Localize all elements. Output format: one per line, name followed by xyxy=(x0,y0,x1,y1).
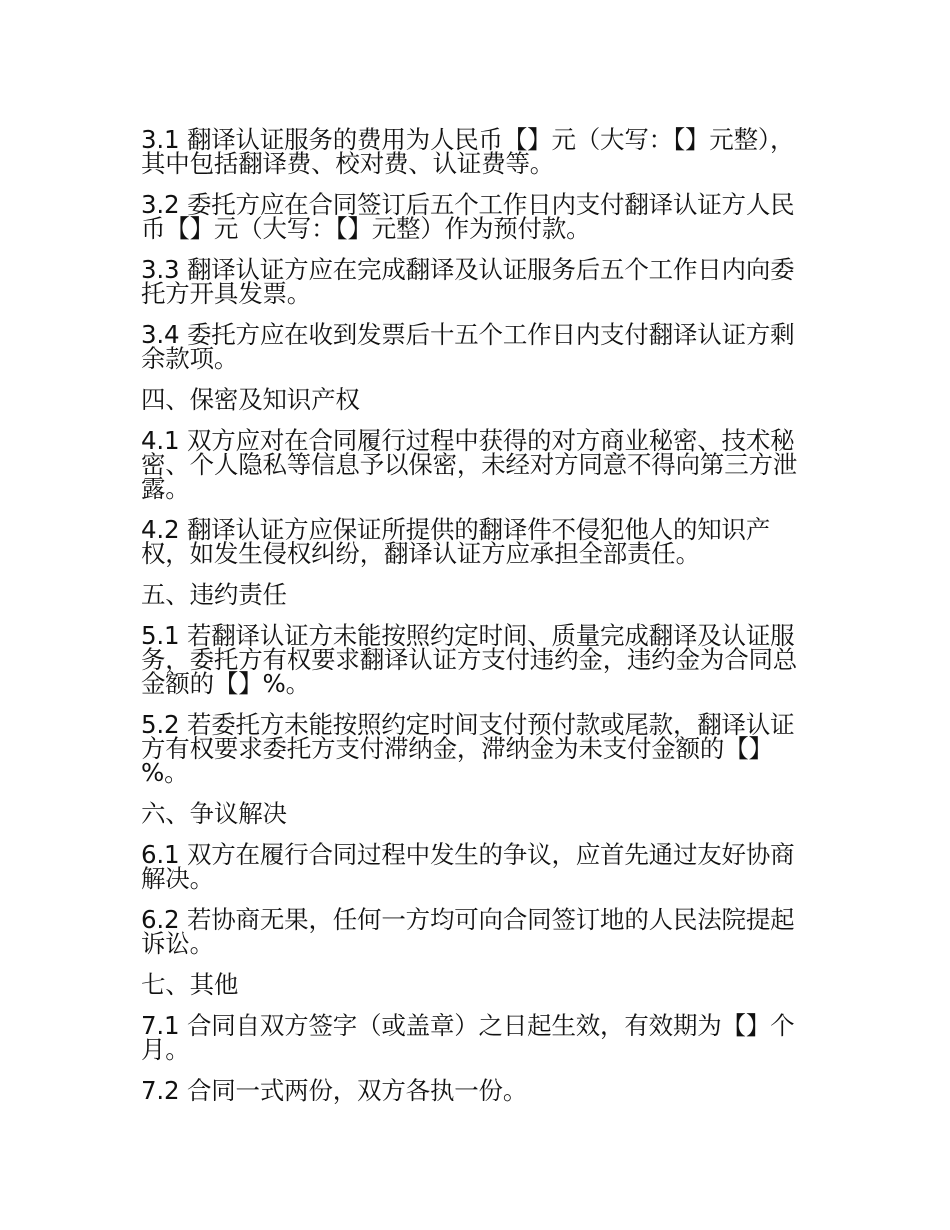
clause-7-2: 7.2 合同一式两份，双方各执一份。 xyxy=(141,1076,528,1105)
clause-6-1: 6.1 双方在履行合同过程中发生的争议，应首先通过友好协商解决。 xyxy=(141,840,795,893)
clause-3-2: 3.2 委托方应在合同签订后五个工作日内支付翻译认证方人民币【】元（大写：【】元整）作为预付款。 xyxy=(141,190,795,243)
clause-4-1: 4.1 双方应对在合同履行过程中获得的对方商业秘密、技术秘密、个人隐私等信息予以保密，未经对方同意不得向第三方泄露。 xyxy=(141,426,798,503)
clause-6-2: 6.2 若协商无果，任何一方均可向合同签订地的人民法院提起诉讼。 xyxy=(141,905,795,958)
clause-5-2: 5.2 若委托方未能按照约定时间支付预付款或尾款，翻译认证方有权要求委托方支付滞纳金，滞纳金为未支付金额的【】%。 xyxy=(141,710,795,787)
section-heading-7: 七、其他 xyxy=(141,970,239,999)
section-heading-5: 五、违约责任 xyxy=(141,580,287,609)
clause-4-2: 4.2 翻译认证方应保证所提供的翻译件不侵犯他人的知识产权，如发生侵权纠纷，翻译认证方应承担全部责任。 xyxy=(141,515,771,568)
document-body xyxy=(141,125,813,1120)
clause-5-1: 5.1 若翻译认证方未能按照约定时间、质量完成翻译及认证服务，委托方有权要求翻译认证方支付违约金，违约金为合同总金额的【】%。 xyxy=(141,621,798,698)
clause-7-1: 7.1 合同自双方签字（或盖章）之日起生效，有效期为【】个月。 xyxy=(141,1011,795,1064)
clause-3-3: 3.3 翻译认证方应在完成翻译及认证服务后五个工作日内向委托方开具发票。 xyxy=(141,255,795,308)
section-heading-6: 六、争议解决 xyxy=(141,799,287,828)
clause-3-4: 3.4 委托方应在收到发票后十五个工作日内支付翻译认证方剩余款项。 xyxy=(141,320,795,373)
clause-3-1: 3.1 翻译认证服务的费用为人民币【】元（大写：【】元整），其中包括翻译费、校对费、认证费等。 xyxy=(141,125,795,178)
section-heading-4: 四、保密及知识产权 xyxy=(141,385,360,414)
